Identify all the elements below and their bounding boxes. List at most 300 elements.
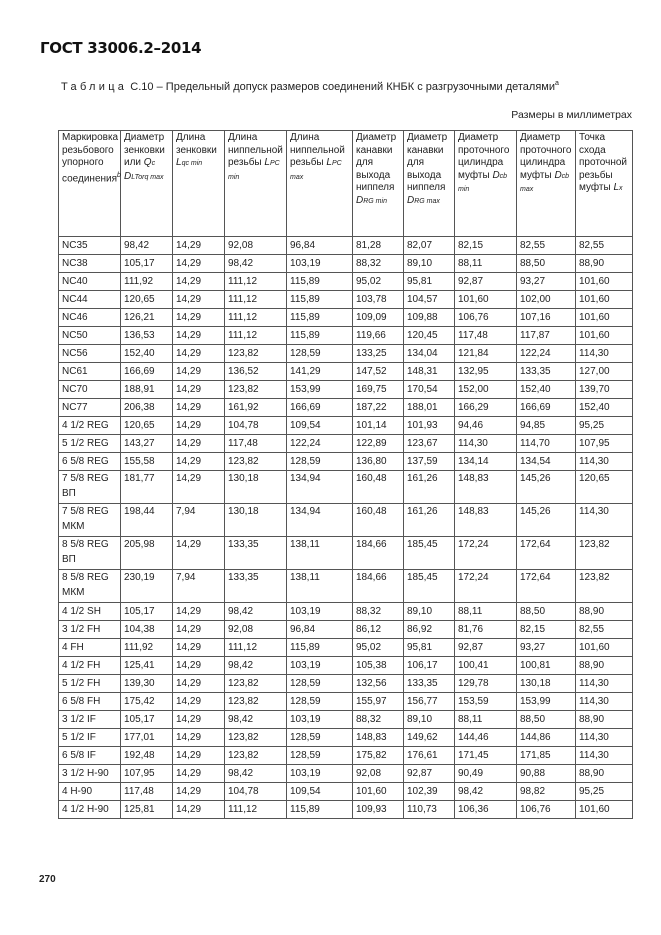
table-cell: 101,60: [576, 327, 633, 345]
table-cell: 98,42: [225, 255, 287, 273]
table-cell: 153,99: [287, 381, 353, 399]
table-row: [59, 399, 633, 417]
table-cell: 14,29: [173, 711, 225, 729]
table-row: [59, 801, 633, 819]
caption-text: Предельный допуск размеров соединений КНБК с разгрузочными деталями: [165, 81, 556, 93]
table-cell: 128,59: [287, 729, 353, 747]
table-cell: 121,84: [455, 345, 517, 363]
table-cell: 98,42: [225, 657, 287, 675]
table-row: [59, 603, 633, 621]
table-cell: 111,12: [225, 309, 287, 327]
table-cell: 88,50: [517, 711, 576, 729]
table-cell: 98,82: [517, 783, 576, 801]
table-cell: 103,19: [287, 765, 353, 783]
table-row: [59, 273, 633, 291]
table-row: [59, 639, 633, 657]
table-cell: 111,12: [225, 273, 287, 291]
table-cell: 111,12: [225, 639, 287, 657]
table-cell: 7,94: [173, 504, 225, 537]
table-cell: 138,11: [287, 537, 353, 570]
row-marking-cell: NC44: [59, 291, 121, 309]
table-cell: 14,29: [173, 639, 225, 657]
caption-number: С.10: [130, 81, 154, 93]
table-cell: 133,35: [404, 675, 455, 693]
row-marking-cell: 8 5/8 REG ВП: [59, 537, 121, 570]
table-cell: 172,64: [517, 570, 576, 603]
table-cell: 14,29: [173, 453, 225, 471]
table-cell: 177,01: [121, 729, 173, 747]
table-cell: 152,40: [576, 399, 633, 417]
table-cell: 82,15: [517, 621, 576, 639]
table-cell: 101,60: [576, 273, 633, 291]
table-row: [59, 747, 633, 765]
row-marking-cell: NC46: [59, 309, 121, 327]
row-marking-cell: NC50: [59, 327, 121, 345]
table-cell: 14,29: [173, 675, 225, 693]
table-cell: 88,11: [455, 711, 517, 729]
table-cell: 114,30: [576, 729, 633, 747]
row-marking-cell: 8 5/8 REG МКМ: [59, 570, 121, 603]
table-cell: 88,32: [353, 711, 404, 729]
table-cell: 171,85: [517, 747, 576, 765]
table-cell: 114,30: [576, 675, 633, 693]
table-cell: 109,54: [287, 417, 353, 435]
table-cell: 88,90: [576, 711, 633, 729]
table-cell: 14,29: [173, 537, 225, 570]
table-cell: 139,30: [121, 675, 173, 693]
row-marking-cell: 3 1/2 H-90: [59, 765, 121, 783]
table-row: [59, 783, 633, 801]
table-cell: 88,90: [576, 765, 633, 783]
table-cell: 133,25: [353, 345, 404, 363]
table-cell: 103,19: [287, 603, 353, 621]
table-cell: 88,32: [353, 255, 404, 273]
table-cell: 103,19: [287, 711, 353, 729]
table-cell: 14,29: [173, 471, 225, 504]
table-cell: 92,87: [404, 765, 455, 783]
table-cell: 115,89: [287, 327, 353, 345]
table-cell: 137,59: [404, 453, 455, 471]
row-marking-cell: 4 1/2 H-90: [59, 801, 121, 819]
table-row: [59, 765, 633, 783]
table-cell: 172,24: [455, 570, 517, 603]
row-marking-cell: 6 5/8 REG: [59, 453, 121, 471]
table-cell: 169,75: [353, 381, 404, 399]
table-cell: 95,02: [353, 273, 404, 291]
table-cell: 14,29: [173, 783, 225, 801]
table-cell: 114,30: [576, 693, 633, 711]
table-cell: 98,42: [455, 783, 517, 801]
table-cell: 114,30: [576, 747, 633, 765]
table-cell: 101,60: [576, 291, 633, 309]
table-cell: 82,55: [576, 237, 633, 255]
table-cell: 106,36: [455, 801, 517, 819]
table-cell: 86,92: [404, 621, 455, 639]
table-cell: 104,57: [404, 291, 455, 309]
table-cell: 104,78: [225, 783, 287, 801]
column-header-counterbore-diameter: Диаметр зенковки или Qc DLTorq max: [121, 131, 173, 237]
table-cell: 122,24: [287, 435, 353, 453]
table-cell: 125,81: [121, 801, 173, 819]
table-cell: 93,27: [517, 639, 576, 657]
table-cell: 89,10: [404, 711, 455, 729]
row-marking-cell: 5 1/2 REG: [59, 435, 121, 453]
table-cell: 126,21: [121, 309, 173, 327]
table-cell: 98,42: [225, 711, 287, 729]
table-cell: 176,61: [404, 747, 455, 765]
row-marking-cell: NC61: [59, 363, 121, 381]
table-cell: 171,45: [455, 747, 517, 765]
table-row: [59, 255, 633, 273]
table-cell: 92,08: [353, 765, 404, 783]
table-cell: 81,28: [353, 237, 404, 255]
tolerance-table: [58, 130, 633, 819]
table-row: [59, 435, 633, 453]
table-cell: 82,07: [404, 237, 455, 255]
table-cell: 109,54: [287, 783, 353, 801]
row-marking-cell: NC70: [59, 381, 121, 399]
table-cell: 145,26: [517, 504, 576, 537]
table-cell: 123,82: [225, 381, 287, 399]
table-cell: 125,41: [121, 657, 173, 675]
table-row: [59, 621, 633, 639]
table-cell: 95,81: [404, 273, 455, 291]
table-cell: 170,54: [404, 381, 455, 399]
table-cell: 117,87: [517, 327, 576, 345]
table-cell: 134,04: [404, 345, 455, 363]
table-row: [59, 381, 633, 399]
table-cell: 14,29: [173, 417, 225, 435]
table-cell: 14,29: [173, 363, 225, 381]
table-cell: 123,82: [225, 345, 287, 363]
table-cell: 88,50: [517, 603, 576, 621]
table-cell: 138,11: [287, 570, 353, 603]
table-cell: 82,55: [576, 621, 633, 639]
row-marking-cell: 3 1/2 FH: [59, 621, 121, 639]
table-cell: 166,29: [455, 399, 517, 417]
table-cell: 134,14: [455, 453, 517, 471]
table-cell: 114,30: [455, 435, 517, 453]
table-cell: 89,10: [404, 603, 455, 621]
row-marking-cell: NC40: [59, 273, 121, 291]
table-cell: 94,46: [455, 417, 517, 435]
caption-dash: –: [156, 81, 163, 93]
table-cell: 155,97: [353, 693, 404, 711]
table-cell: 123,82: [225, 747, 287, 765]
table-cell: 92,87: [455, 639, 517, 657]
table-cell: 14,29: [173, 291, 225, 309]
table-cell: 184,66: [353, 570, 404, 603]
table-cell: 111,12: [225, 801, 287, 819]
table-cell: 184,66: [353, 537, 404, 570]
table-cell: 132,56: [353, 675, 404, 693]
table-cell: 160,48: [353, 504, 404, 537]
table-cell: 14,29: [173, 657, 225, 675]
table-row: [59, 711, 633, 729]
table-cell: 128,59: [287, 345, 353, 363]
table-cell: 205,98: [121, 537, 173, 570]
table-cell: 139,70: [576, 381, 633, 399]
table-cell: 103,78: [353, 291, 404, 309]
table-row: [59, 657, 633, 675]
table-cell: 96,84: [287, 237, 353, 255]
table-cell: 82,55: [517, 237, 576, 255]
table-cell: 101,60: [576, 309, 633, 327]
table-cell: 81,76: [455, 621, 517, 639]
table-cell: 95,81: [404, 639, 455, 657]
table-cell: 101,60: [353, 783, 404, 801]
table-cell: 161,26: [404, 471, 455, 504]
table-cell: 136,80: [353, 453, 404, 471]
table-cell: 88,90: [576, 255, 633, 273]
table-cell: 120,45: [404, 327, 455, 345]
table-cell: 86,12: [353, 621, 404, 639]
table-cell: 153,59: [455, 693, 517, 711]
table-cell: 88,11: [455, 255, 517, 273]
table-cell: 123,82: [576, 537, 633, 570]
row-marking-cell: 4 FH: [59, 639, 121, 657]
table-cell: 106,17: [404, 657, 455, 675]
table-cell: 104,38: [121, 621, 173, 639]
table-cell: 119,66: [353, 327, 404, 345]
column-header-pin-thread-length-min: Длина ниппельной резьбы LPC min: [225, 131, 287, 237]
table-row: [59, 537, 633, 570]
column-header-counterbore-length: Длина зенковки Lqc min: [173, 131, 225, 237]
table-cell: 92,87: [455, 273, 517, 291]
table-cell: 106,76: [517, 801, 576, 819]
table-cell: 14,29: [173, 765, 225, 783]
table-cell: 88,90: [576, 603, 633, 621]
table-cell: 98,42: [225, 765, 287, 783]
table-row: [59, 693, 633, 711]
table-cell: 134,94: [287, 471, 353, 504]
table-cell: 100,41: [455, 657, 517, 675]
table-body: [59, 237, 633, 819]
row-marking-cell: 5 1/2 FH: [59, 675, 121, 693]
table-row: [59, 417, 633, 435]
table-cell: 181,77: [121, 471, 173, 504]
table-cell: 120,65: [121, 291, 173, 309]
table-cell: 149,62: [404, 729, 455, 747]
table-cell: 128,59: [287, 693, 353, 711]
table-cell: 188,91: [121, 381, 173, 399]
table-cell: 175,82: [353, 747, 404, 765]
row-marking-cell: 4 H-90: [59, 783, 121, 801]
table-cell: 123,82: [225, 675, 287, 693]
table-cell: 95,02: [353, 639, 404, 657]
document-header: ГОСТ 33006.2–2014: [40, 39, 202, 57]
table-cell: 14,29: [173, 399, 225, 417]
table-cell: 14,29: [173, 801, 225, 819]
column-header-relief-groove-diameter-min: Диаметр канавки для выхода ниппеля DRG min: [353, 131, 404, 237]
table-cell: 88,32: [353, 603, 404, 621]
table-cell: 128,59: [287, 747, 353, 765]
table-cell: 98,42: [121, 237, 173, 255]
table-row: [59, 675, 633, 693]
table-cell: 206,38: [121, 399, 173, 417]
table-cell: 136,53: [121, 327, 173, 345]
table-cell: 101,60: [576, 801, 633, 819]
table-cell: 123,67: [404, 435, 455, 453]
row-marking-cell: 3 1/2 IF: [59, 711, 121, 729]
table-caption: [61, 80, 636, 93]
table-cell: 109,88: [404, 309, 455, 327]
table-cell: 105,17: [121, 603, 173, 621]
table-cell: 98,42: [225, 603, 287, 621]
table-cell: 117,48: [225, 435, 287, 453]
table-cell: 148,83: [455, 504, 517, 537]
table-cell: 145,26: [517, 471, 576, 504]
table-cell: 93,27: [517, 273, 576, 291]
table-cell: 152,40: [517, 381, 576, 399]
table-cell: 101,14: [353, 417, 404, 435]
table-cell: 148,31: [404, 363, 455, 381]
table-row: [59, 291, 633, 309]
table-cell: 122,89: [353, 435, 404, 453]
caption-label: Таблица: [61, 81, 128, 93]
table-cell: 14,29: [173, 729, 225, 747]
table-cell: 144,86: [517, 729, 576, 747]
table-cell: 101,60: [455, 291, 517, 309]
table-cell: 104,78: [225, 417, 287, 435]
table-cell: 166,69: [517, 399, 576, 417]
table-cell: 128,59: [287, 453, 353, 471]
table-cell: 160,48: [353, 471, 404, 504]
table-cell: 90,49: [455, 765, 517, 783]
table-cell: 187,22: [353, 399, 404, 417]
table-cell: 92,08: [225, 237, 287, 255]
table-cell: 92,08: [225, 621, 287, 639]
table-cell: 7,94: [173, 570, 225, 603]
table-cell: 123,82: [225, 693, 287, 711]
table-cell: 143,27: [121, 435, 173, 453]
column-header-relief-groove-diameter-max: Диаметр канавки для выхода ниппеля DRG max: [404, 131, 455, 237]
table-cell: 155,58: [121, 453, 173, 471]
column-header-thread-runout-point: Точка схода проточной резьбы муфты Lx: [576, 131, 633, 237]
column-header-marking: Маркировка резьбового упорного соединения$^b$: [59, 131, 121, 237]
table-cell: 14,29: [173, 603, 225, 621]
table-cell: 14,29: [173, 345, 225, 363]
table-cell: 148,83: [353, 729, 404, 747]
table-cell: 120,65: [576, 471, 633, 504]
table-cell: 102,00: [517, 291, 576, 309]
table-row: [59, 570, 633, 603]
table-cell: 123,82: [225, 453, 287, 471]
table-row: [59, 345, 633, 363]
table-cell: 185,45: [404, 570, 455, 603]
table-cell: 133,35: [225, 570, 287, 603]
table-row: [59, 504, 633, 537]
table-cell: 111,92: [121, 639, 173, 657]
table-cell: 14,29: [173, 381, 225, 399]
table-header-row: [59, 131, 633, 237]
table-row: [59, 729, 633, 747]
table-cell: 111,12: [225, 327, 287, 345]
table-cell: 14,29: [173, 327, 225, 345]
table-row: [59, 471, 633, 504]
table-cell: 107,95: [576, 435, 633, 453]
table-cell: 88,50: [517, 255, 576, 273]
table-cell: 82,15: [455, 237, 517, 255]
table-cell: 141,29: [287, 363, 353, 381]
table-cell: 136,52: [225, 363, 287, 381]
table-cell: 109,09: [353, 309, 404, 327]
table-cell: 153,99: [517, 693, 576, 711]
table-cell: 161,92: [225, 399, 287, 417]
table-cell: 115,89: [287, 309, 353, 327]
table-cell: 152,00: [455, 381, 517, 399]
table-cell: 95,25: [576, 783, 633, 801]
table-cell: 166,69: [287, 399, 353, 417]
table-cell: 133,35: [517, 363, 576, 381]
table-cell: 14,29: [173, 255, 225, 273]
table-cell: 14,29: [173, 237, 225, 255]
table-cell: 117,48: [121, 783, 173, 801]
table-cell: 90,88: [517, 765, 576, 783]
table-cell: 115,89: [287, 291, 353, 309]
table-cell: 134,54: [517, 453, 576, 471]
row-marking-cell: 6 5/8 IF: [59, 747, 121, 765]
table-cell: 14,29: [173, 747, 225, 765]
table-cell: 117,48: [455, 327, 517, 345]
units-note: Размеры в миллиметрах: [511, 109, 632, 121]
table-cell: 175,42: [121, 693, 173, 711]
table-cell: 88,11: [455, 603, 517, 621]
row-marking-cell: 4 1/2 REG: [59, 417, 121, 435]
table-row: [59, 309, 633, 327]
table-cell: 14,29: [173, 309, 225, 327]
table-cell: 130,18: [225, 471, 287, 504]
row-marking-cell: 6 5/8 FH: [59, 693, 121, 711]
table-cell: 89,10: [404, 255, 455, 273]
table-cell: 110,73: [404, 801, 455, 819]
row-marking-cell: NC56: [59, 345, 121, 363]
table-cell: 230,19: [121, 570, 173, 603]
table-cell: 122,24: [517, 345, 576, 363]
table-cell: 109,93: [353, 801, 404, 819]
table-cell: 111,92: [121, 273, 173, 291]
table-cell: 115,89: [287, 639, 353, 657]
table-cell: 105,38: [353, 657, 404, 675]
table-cell: 88,90: [576, 657, 633, 675]
table-cell: 123,82: [225, 729, 287, 747]
caption-footnote-mark: a: [555, 80, 559, 87]
table-cell: 100,81: [517, 657, 576, 675]
table-cell: 123,82: [576, 570, 633, 603]
table-cell: 185,45: [404, 537, 455, 570]
table-cell: 147,52: [353, 363, 404, 381]
table-cell: 130,18: [225, 504, 287, 537]
table-cell: 152,40: [121, 345, 173, 363]
table-cell: 130,18: [517, 675, 576, 693]
row-marking-cell: 4 1/2 FH: [59, 657, 121, 675]
table-cell: 101,93: [404, 417, 455, 435]
row-marking-cell: NC77: [59, 399, 121, 417]
column-header-bore-cylinder-diameter-max: Диаметр проточного цилиндра муфты Dcb max: [517, 131, 576, 237]
table-cell: 188,01: [404, 399, 455, 417]
table-cell: 105,17: [121, 711, 173, 729]
table-cell: 101,60: [576, 639, 633, 657]
page-number: 270: [39, 874, 56, 885]
table-cell: 172,64: [517, 537, 576, 570]
table-cell: 94,85: [517, 417, 576, 435]
row-marking-cell: NC35: [59, 237, 121, 255]
table-cell: 111,12: [225, 291, 287, 309]
table-cell: 107,95: [121, 765, 173, 783]
table-cell: 132,95: [455, 363, 517, 381]
table-cell: 114,30: [576, 453, 633, 471]
table-cell: 148,83: [455, 471, 517, 504]
